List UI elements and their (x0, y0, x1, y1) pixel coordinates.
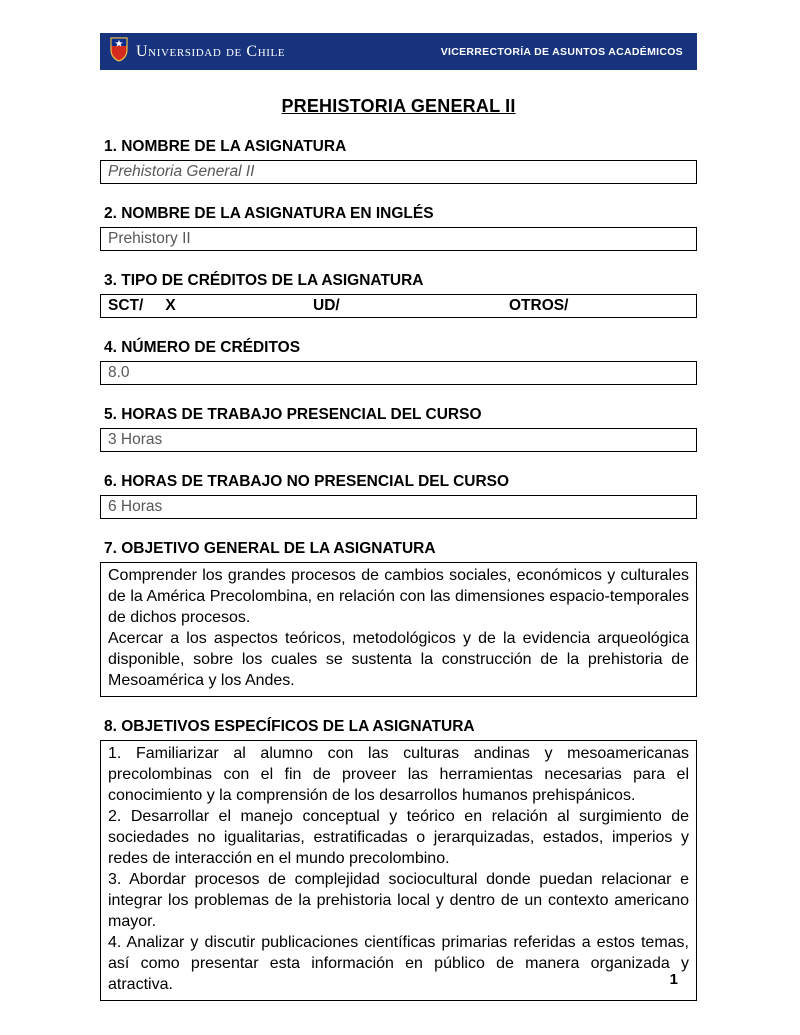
section-numero-creditos (100, 339, 697, 385)
credits-sct-cell (108, 296, 313, 316)
specific-objective-item: 1. Familiarizar al alumno con las culturas andinas y mesoamericanas precolombinas con el fin de proveer las herramientas necesarias para el conocimiento y la comprensión de los desarrollos humanos prehispánicos. (108, 745, 689, 804)
section-heading: 5. HORAS DE TRABAJO PRESENCIAL DEL CURSO (104, 406, 482, 423)
section-tipo-creditos (100, 272, 697, 318)
section-horas-no-presencial (100, 473, 697, 519)
header-department-label: VICERRECTORÍA DE ASUNTOS ACADÉMICOS (440, 45, 683, 58)
section-heading: 2. NOMBRE DE LA ASIGNATURA EN INGLÉS (104, 205, 434, 222)
field-value: 8.0 (108, 364, 130, 381)
section-heading: 7. OBJETIVO GENERAL DE LA ASIGNATURA (104, 540, 436, 557)
header-bar (100, 33, 697, 70)
field-box-objetivo-general (100, 562, 697, 697)
field-box-numero-creditos (100, 361, 697, 385)
section-objetivos-especificos (100, 718, 697, 1001)
section-horas-presencial (100, 406, 697, 452)
field-box-nombre (100, 160, 697, 184)
section-heading: 8. OBJETIVOS ESPECÍFICOS DE LA ASIGNATURA (104, 718, 475, 735)
university-name: Universidad de Chile (136, 42, 286, 60)
sct-selected-mark: X (165, 297, 176, 314)
field-box-horas-no-presencial (100, 495, 697, 519)
ud-label: UD/ (313, 297, 340, 314)
field-value: 3 Horas (108, 431, 163, 448)
section-heading: 6. HORAS DE TRABAJO NO PRESENCIAL DEL CURSO (104, 473, 510, 490)
field-value: Prehistoria General II (108, 163, 255, 180)
field-box-objetivos-especificos (100, 740, 697, 1001)
section-nombre-asignatura (100, 138, 697, 184)
specific-objective-item: 3. Abordar procesos de complejidad sociocultural donde puedan relacionar e integrar los problemas de la prehistoria local y dentro de un contexto americano mayor. (108, 871, 689, 930)
field-box-nombre-ingles (100, 227, 697, 251)
field-value: 6 Horas (108, 498, 163, 515)
specific-objective-item: 4. Analizar y discutir publicaciones científicas primarias referidas a estos temas, así como presentar esta información en público de manera organizada y atractiva. (108, 934, 689, 993)
section-nombre-ingles (100, 205, 697, 251)
section-heading: 4. NÚMERO DE CRÉDITOS (104, 339, 301, 356)
university-brand (110, 37, 285, 67)
section-heading: 1. NOMBRE DE LA ASIGNATURA (104, 138, 347, 155)
page-title: PREHISTORIA GENERAL II (281, 96, 516, 116)
field-box-tipo-creditos (100, 294, 697, 318)
specific-objective-item: 2. Desarrollar el manejo conceptual y teórico en relación al surgimiento de sociedades no igualitarias, estratificadas o jerarquizadas, estados, imperios y redes de interacción en el mundo precolombino. (108, 808, 689, 867)
field-box-horas-presencial (100, 428, 697, 452)
otros-label: OTROS/ (509, 297, 569, 314)
page-number: 1 (669, 971, 678, 988)
credits-ud-cell (313, 296, 509, 316)
objective-paragraph: Comprender los grandes procesos de cambios sociales, económicos y culturales de la América Precolombina, en relación con las dimensiones espacio-temporales de dichos procesos. (108, 567, 689, 626)
university-crest-icon (110, 37, 128, 67)
credits-otros-cell (509, 296, 568, 316)
sct-label: SCT/ (108, 297, 144, 314)
field-value: Prehistory II (108, 230, 191, 247)
section-objetivo-general (100, 540, 697, 697)
section-heading: 3. TIPO DE CRÉDITOS DE LA ASIGNATURA (104, 272, 424, 289)
objective-paragraph: Acercar a los aspectos teóricos, metodológicos y de la evidencia arqueológica disponible, sobre los cuales se sustenta la construcción de la prehistoria de Mesoamérica y los Andes. (108, 630, 689, 689)
